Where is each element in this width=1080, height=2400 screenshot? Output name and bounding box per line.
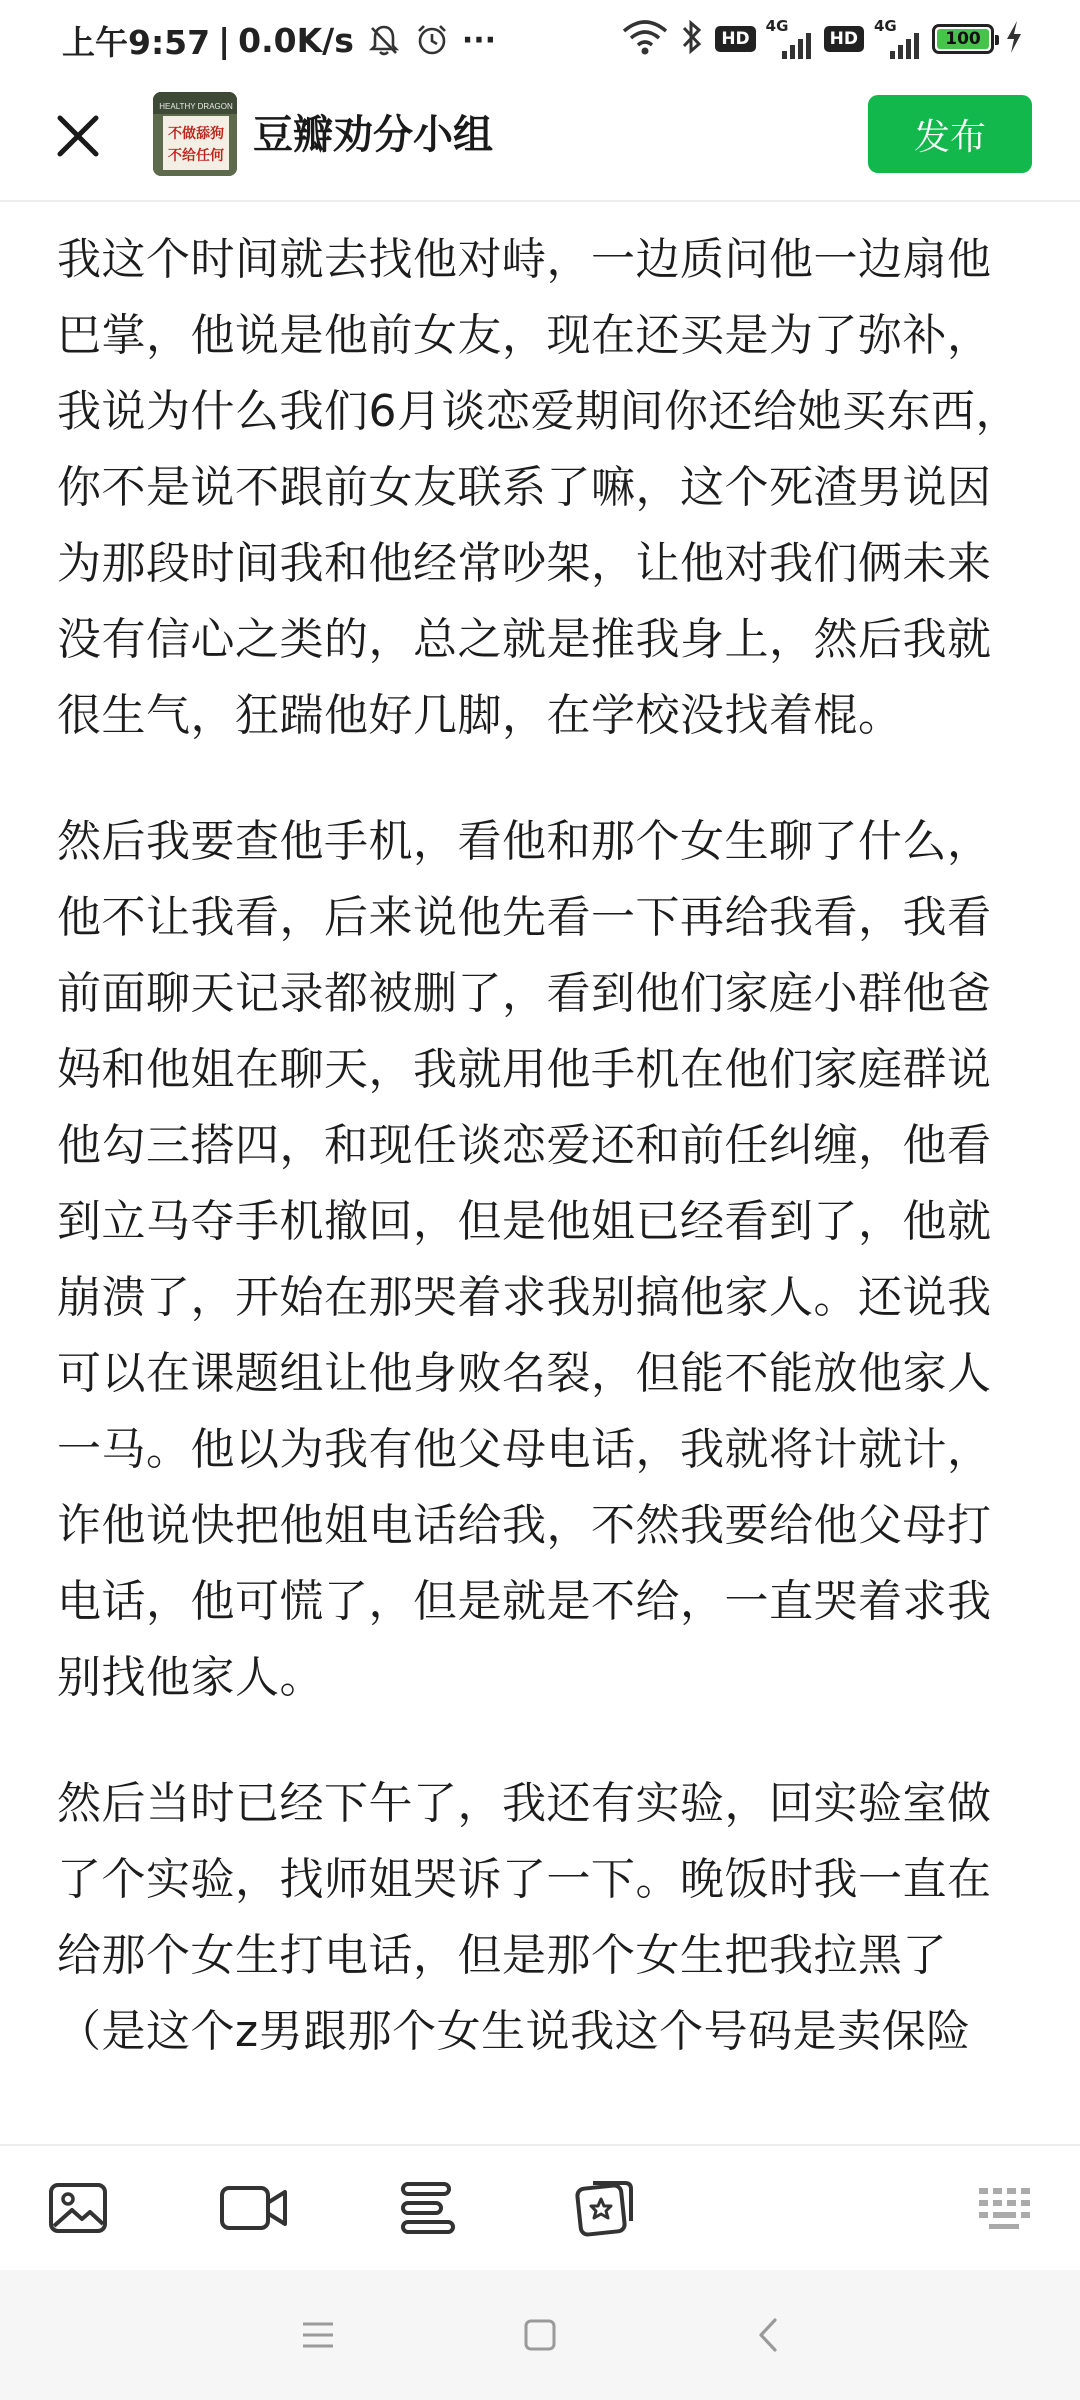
top-app-bar	[0, 78, 1080, 202]
text-format-button[interactable]	[396, 2176, 460, 2240]
avatar-sign-top: HEALTHY DRAGON	[159, 102, 233, 111]
post-paragraph-1[interactable]: 我这个时间就去找他对峙，一边质问他一边扇他巴掌，他说是他前女友，现在还买是为了弥补，我说为什么我们6月谈恋爱期间你还给她买东西，你不是说不跟前女友联系了嘛，这个死渣男说因为那段时间我和他经常吵架，让他对我们俩未来没有信心之类的，总之就是推我身上，然后我就很生气，狂踹他好几脚，在学校没找着棍。	[57, 234, 1020, 741]
bluetooth-icon	[679, 17, 705, 61]
text-format-icon	[399, 2180, 457, 2236]
status-bar	[0, 0, 1080, 78]
battery-level: 100	[937, 29, 989, 49]
insert-image-button[interactable]	[46, 2176, 110, 2240]
image-icon	[48, 2182, 108, 2234]
status-right	[621, 14, 1024, 64]
alarm-icon	[414, 22, 450, 58]
more-notifications-icon: ···	[461, 22, 497, 58]
back-icon	[753, 2317, 783, 2353]
bell-muted-icon	[366, 22, 402, 58]
close-icon	[54, 112, 102, 160]
status-separator: |	[218, 20, 231, 60]
status-left	[62, 16, 496, 64]
group-name[interactable]: 豆瓣劝分小组	[253, 112, 493, 158]
battery-icon	[932, 24, 994, 54]
hd-badge-2: HD	[824, 26, 864, 52]
group-avatar[interactable]	[153, 92, 237, 176]
sticker-icon	[573, 2179, 635, 2237]
wifi-icon	[621, 17, 669, 61]
status-time: 上午9:57	[62, 22, 211, 62]
post-paragraph-3[interactable]: 然后当时已经下午了，我还有实验，回实验室做了个实验，找师姐哭诉了一下。晚饭时我一直在给那个女生打电话，但是那个女生把我拉黑了（是这个z男跟那个女生说我这个号码是卖保险	[57, 1778, 992, 2057]
network-type-2: 4G	[874, 17, 897, 35]
home-button[interactable]	[512, 2307, 568, 2363]
recent-apps-button[interactable]	[290, 2307, 346, 2363]
close-button[interactable]	[46, 104, 110, 168]
system-navigation-bar	[0, 2270, 1080, 2400]
keyboard-toggle-button[interactable]	[972, 2176, 1036, 2240]
status-net-speed: 0.0K/s	[238, 20, 354, 60]
home-icon	[522, 2317, 558, 2353]
post-editor-body[interactable]	[57, 222, 1027, 2144]
signal-icon-2	[874, 19, 922, 59]
hd-badge-1: HD	[715, 26, 755, 52]
signal-icon-1	[766, 19, 814, 59]
post-paragraph-2[interactable]: 然后我要查他手机，看他和那个女生聊了什么，他不让我看，后来说他先看一下再给我看，我看前面聊天记录都被删了，看到他们家庭小群他爸妈和他姐在聊天，我就用他手机在他们家庭群说他勾三搭四，和现任谈恋爱还和前任纠缠，他看到立马夺手机撤回，但是他姐已经看到了，他就崩溃了，开始在那哭着求我别搞他家人。还说我可以在课题组让他身败名裂，但能不能放他家人一马。他以为我有他父母电话，我就将计就计，诈他说快把他姐电话给我，不然我要给他父母打电话，他可慌了，但是就是不给，一直哭着求我别找他家人。	[57, 816, 992, 1703]
video-icon	[219, 2184, 289, 2232]
sticker-button[interactable]	[572, 2176, 636, 2240]
network-type-1: 4G	[765, 17, 789, 35]
menu-icon	[300, 2320, 336, 2350]
editor-toolbar	[0, 2144, 1080, 2272]
insert-video-button[interactable]	[218, 2176, 290, 2240]
publish-button[interactable]: 发布	[868, 95, 1032, 173]
keyboard-icon	[977, 2184, 1031, 2232]
charging-icon	[1004, 19, 1024, 59]
avatar-sign-line1: 不做舔狗	[168, 126, 224, 142]
back-button[interactable]	[740, 2307, 796, 2363]
avatar-sign-line2: 不给任何	[168, 148, 224, 164]
